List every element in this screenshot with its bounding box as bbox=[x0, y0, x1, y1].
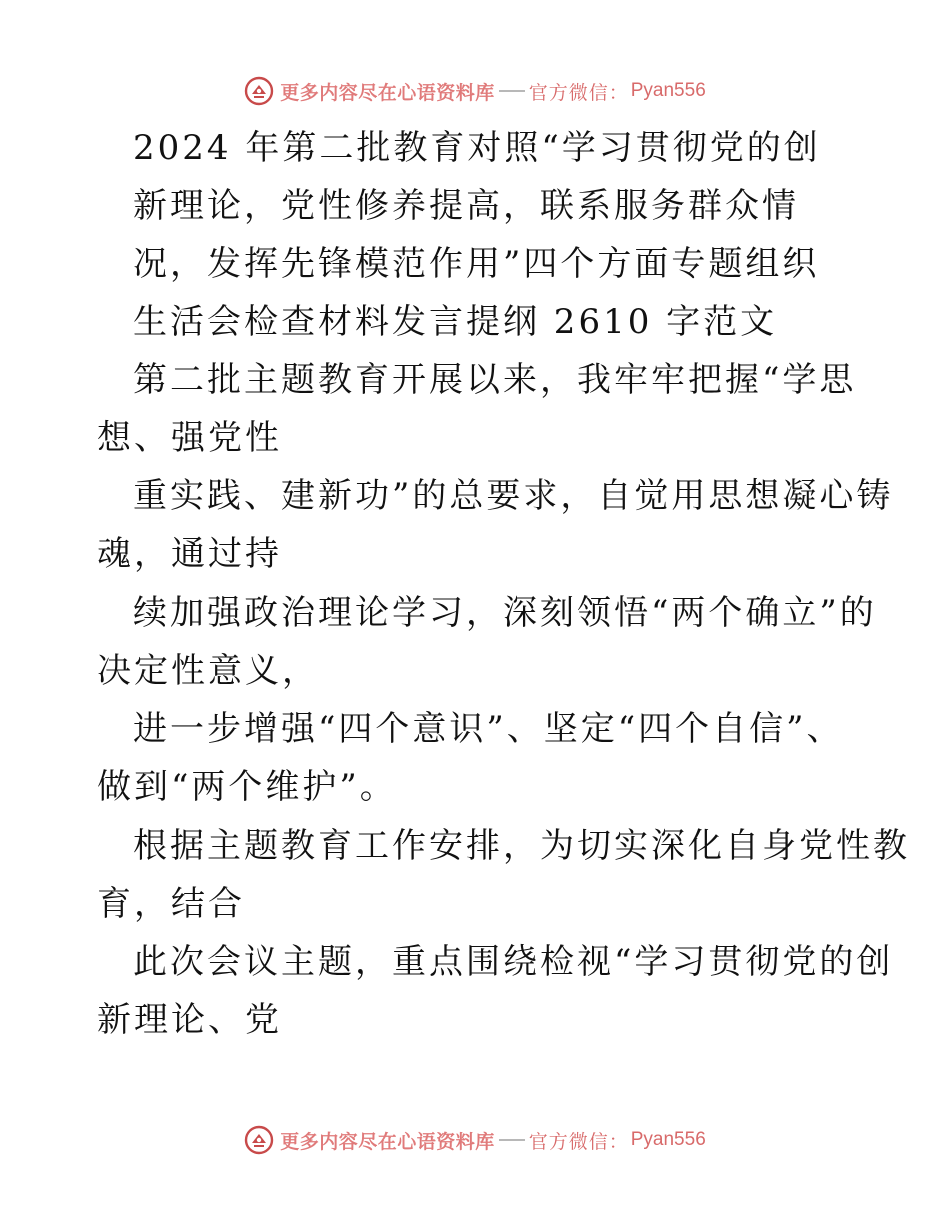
body-line: 第二批主题教育开展以来，我牢牢把握“学思 bbox=[133, 360, 857, 400]
title-line: 2024 年第二批教育对照“学习贯彻党的创 bbox=[133, 128, 821, 168]
body-line: 进一步增强“四个意识”、坚定“四个自信”、 bbox=[133, 709, 844, 749]
body-line: 决定性意义， bbox=[97, 651, 319, 691]
body-line: 魂，通过持 bbox=[97, 534, 282, 574]
watermark-official-label: 官方微信： bbox=[528, 1130, 629, 1153]
book-logo-icon bbox=[244, 76, 274, 106]
watermark-site-text: 更多内容尽在心语资料库 bbox=[280, 81, 495, 104]
body-line: 根据主题教育工作安排，为切实深化自身党性教 bbox=[133, 826, 910, 866]
body-line: 育，结合 bbox=[97, 884, 245, 924]
watermark-divider bbox=[499, 1139, 525, 1141]
watermark-site-text: 更多内容尽在心语资料库 bbox=[280, 1130, 495, 1153]
title-line: 新理论，党性修养提高，联系服务群众情 bbox=[133, 186, 799, 226]
title-line: 况，发挥先锋模范作用”四个方面专题组织 bbox=[133, 244, 820, 284]
body-line: 重实践、建新功”的总要求，自觉用思想凝心铸 bbox=[133, 476, 894, 516]
body-line: 新理论、党 bbox=[97, 1000, 282, 1040]
watermark-official-label: 官方微信： bbox=[528, 81, 629, 104]
body-line: 想、强党性 bbox=[97, 418, 282, 458]
watermark-handle: Pyan556 bbox=[630, 1129, 706, 1150]
watermark-handle: Pyan556 bbox=[630, 80, 706, 101]
body-line: 做到“两个维护”。 bbox=[97, 767, 397, 807]
body-line: 此次会议主题，重点围绕检视“学习贯彻党的创 bbox=[133, 942, 894, 982]
footer-watermark bbox=[0, 1120, 950, 1160]
header-watermark bbox=[0, 71, 950, 111]
body-line: 续加强政治理论学习，深刻领悟“两个确立”的 bbox=[133, 593, 877, 633]
watermark-divider bbox=[499, 90, 525, 92]
title-line: 生活会检查材料发言提纲 2610 字范文 bbox=[133, 302, 778, 342]
book-logo-icon bbox=[244, 1125, 274, 1155]
